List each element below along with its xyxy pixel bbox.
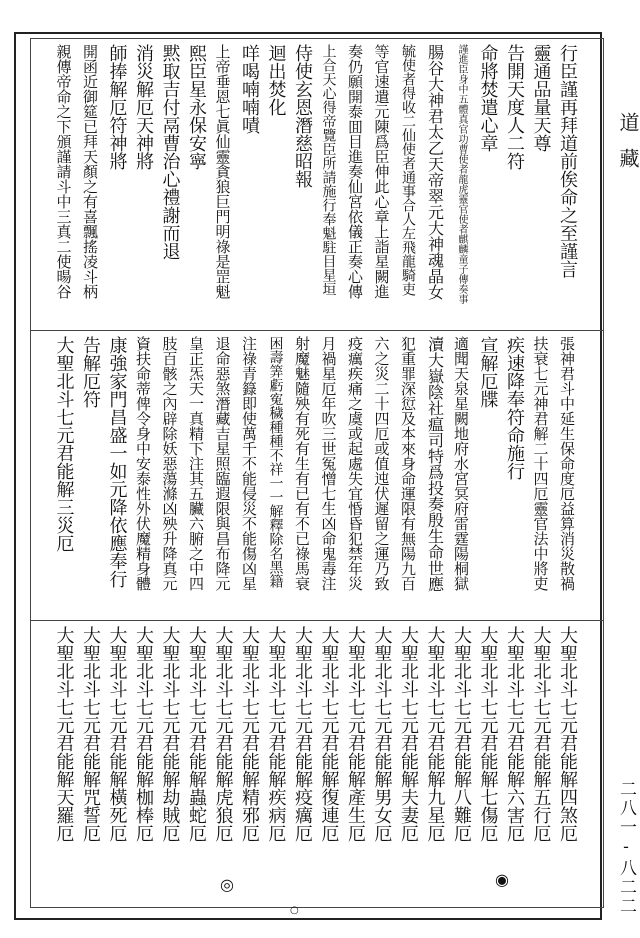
text-column: 困壽筭虧寃穢種種不祥一一解釋除名黑籍: [267, 336, 284, 588]
text-column: 親傳帝命之下頒謹請斗中三真二使暘谷: [54, 44, 73, 299]
text-column: 注祿青籙即使萬千不能侵災不能傷凶星: [240, 336, 258, 591]
text-column: 靈通品量天尊: [530, 44, 552, 152]
text-column: 疫癘疾痛之虞或起處失宜惛昏犯禁年災: [346, 336, 364, 591]
text-column: 上合天心得帝覽臣所請施行奉魁駐目星垣: [320, 44, 337, 296]
text-column: 大聖北斗七元君能解五行厄: [530, 626, 552, 842]
text-column: 射魔魅隨殃有死有生有已有不已祿馬衰: [293, 336, 311, 591]
text-column: 宣解厄牒: [477, 336, 499, 408]
text-column: 大聖北斗七元君能解疫癘厄: [292, 626, 313, 842]
collection-title: 道藏: [616, 112, 640, 184]
text-column: 大聖北斗七元君能解六害厄: [504, 626, 525, 842]
text-column: 大聖北斗七元君能解復連厄: [318, 626, 340, 842]
text-column: 大聖北斗七元君能解虎狼厄: [212, 626, 234, 842]
text-column: 熙臣星永保安寧: [186, 44, 207, 170]
text-column: 黙取吉付鬲曹治心禮謝而退: [159, 44, 181, 260]
text-column: 扶衰七元神君解二十四厄靈官法中將吏: [531, 336, 550, 591]
text-column: 康強家門昌盛一如元降依應奉行: [106, 336, 128, 588]
text-column: 大聖北斗七元君能解八難厄: [451, 626, 472, 842]
text-column: 毓使者得收二仙使者通事合人左飛龍騎吏: [400, 44, 416, 296]
text-column: 大聖北斗七元君能解咒誓厄: [80, 626, 101, 842]
text-column: 大聖北斗七元君能解七傷厄: [477, 626, 499, 842]
text-column: 瀆大嶽陰社瘟司特爲投奏殷生命世應: [425, 336, 445, 592]
text-column: 腸谷大神君太乙天帝翠元大神魂晶女: [425, 44, 445, 300]
text-column: 張神君斗中延生保命度厄益算消災散禍: [558, 336, 576, 591]
text-column: 行臣謹再拜道前俟命之至謹言: [557, 44, 578, 278]
page-number: 二八一-八二二: [616, 780, 636, 916]
panel-divider-top: [30, 330, 604, 331]
text-column: 咩喝喃喃嘖: [239, 44, 260, 134]
text-column: 開函近御筵已拜天顏之有喜飄搖凌斗柄: [81, 44, 99, 299]
text-column: 大聖北斗七元君能解四煞厄: [557, 626, 578, 842]
text-column: 侍使玄恩潛慈昭報: [292, 44, 313, 188]
text-column: 師捧解厄符神將: [106, 44, 128, 170]
text-column: 六之災二十四厄或值迍伏遲留之運乃致: [372, 336, 391, 591]
text-column: 大聖北斗七元君能解夫妻厄: [398, 626, 419, 842]
text-column: 迴出焚化: [265, 44, 287, 116]
text-column: 命將焚遣心章: [477, 44, 499, 152]
text-column: 犯重罪深愆及本來身命運限有無陽九百: [399, 336, 417, 591]
text-column: 等官速遣元陳爲臣伸此心章上詣星闕進: [372, 44, 391, 299]
text-column: 告開天度人二符: [504, 44, 525, 170]
text-column: 適聞天泉星闕地府水宮冥府雷霆陽桐獄: [452, 336, 470, 591]
panel-divider-bottom: [30, 620, 604, 621]
text-column: 大聖北斗七元君能解九星厄: [424, 626, 446, 842]
text-column: 大聖北斗七元君能解天羅厄: [53, 626, 75, 842]
text-column: 大聖北斗七元君能解劫賊厄: [159, 626, 181, 842]
text-column: 月禍星厄年吹三世冤憎七生凶命鬼毒注: [319, 336, 338, 591]
text-column: 奏仍願開泰囬目進奏仙宮依儀正奏心傳: [346, 44, 364, 299]
text-column: 大聖北斗七元君能解橫死厄: [106, 626, 128, 842]
text-column: 疾速降奉符命施行: [504, 336, 525, 480]
text-column: 大聖北斗七元君能解男女厄: [371, 626, 393, 842]
text-column: 肢百骸之內辟除妖惡蕩滌凶殃升降真元: [160, 336, 179, 591]
text-column: 大聖北斗七元君能解蟲蛇厄: [186, 626, 207, 842]
text-column: 謹進臣身中五體真官功曹使者龍虎靈官使者麒麟童子傳奏事: [456, 44, 467, 304]
text-column: 大聖北斗七元君能解疾病厄: [265, 626, 287, 842]
text-column: 皇正炁天一真精下注其五臟六腑之中四: [187, 336, 205, 591]
ink-mark-icon: ◎: [220, 875, 234, 894]
text-column: 大聖北斗七元君能解三災厄: [53, 336, 75, 552]
dot-mark-icon: ○: [290, 905, 299, 916]
text-column: 上帝垂恩七眞仙靈貪狼巨門明祿是罡魁: [213, 44, 232, 299]
text-column: 退命惡煞潛藏吉星照臨遐限與昌布降元: [213, 336, 232, 591]
text-column: 大聖北斗七元君能解枷棒厄: [133, 626, 154, 842]
text-column: 告解厄符: [80, 336, 101, 408]
text-column: 資扶命蒂俾令身中安泰性外伏魔精身體: [134, 336, 152, 591]
text-column: 大聖北斗七元君能解精邪厄: [239, 626, 260, 842]
seal-mark-icon: ◉: [495, 870, 509, 889]
text-column: 消災解厄天神將: [133, 44, 154, 170]
text-column: 大聖北斗七元君能解產生厄: [345, 626, 366, 842]
